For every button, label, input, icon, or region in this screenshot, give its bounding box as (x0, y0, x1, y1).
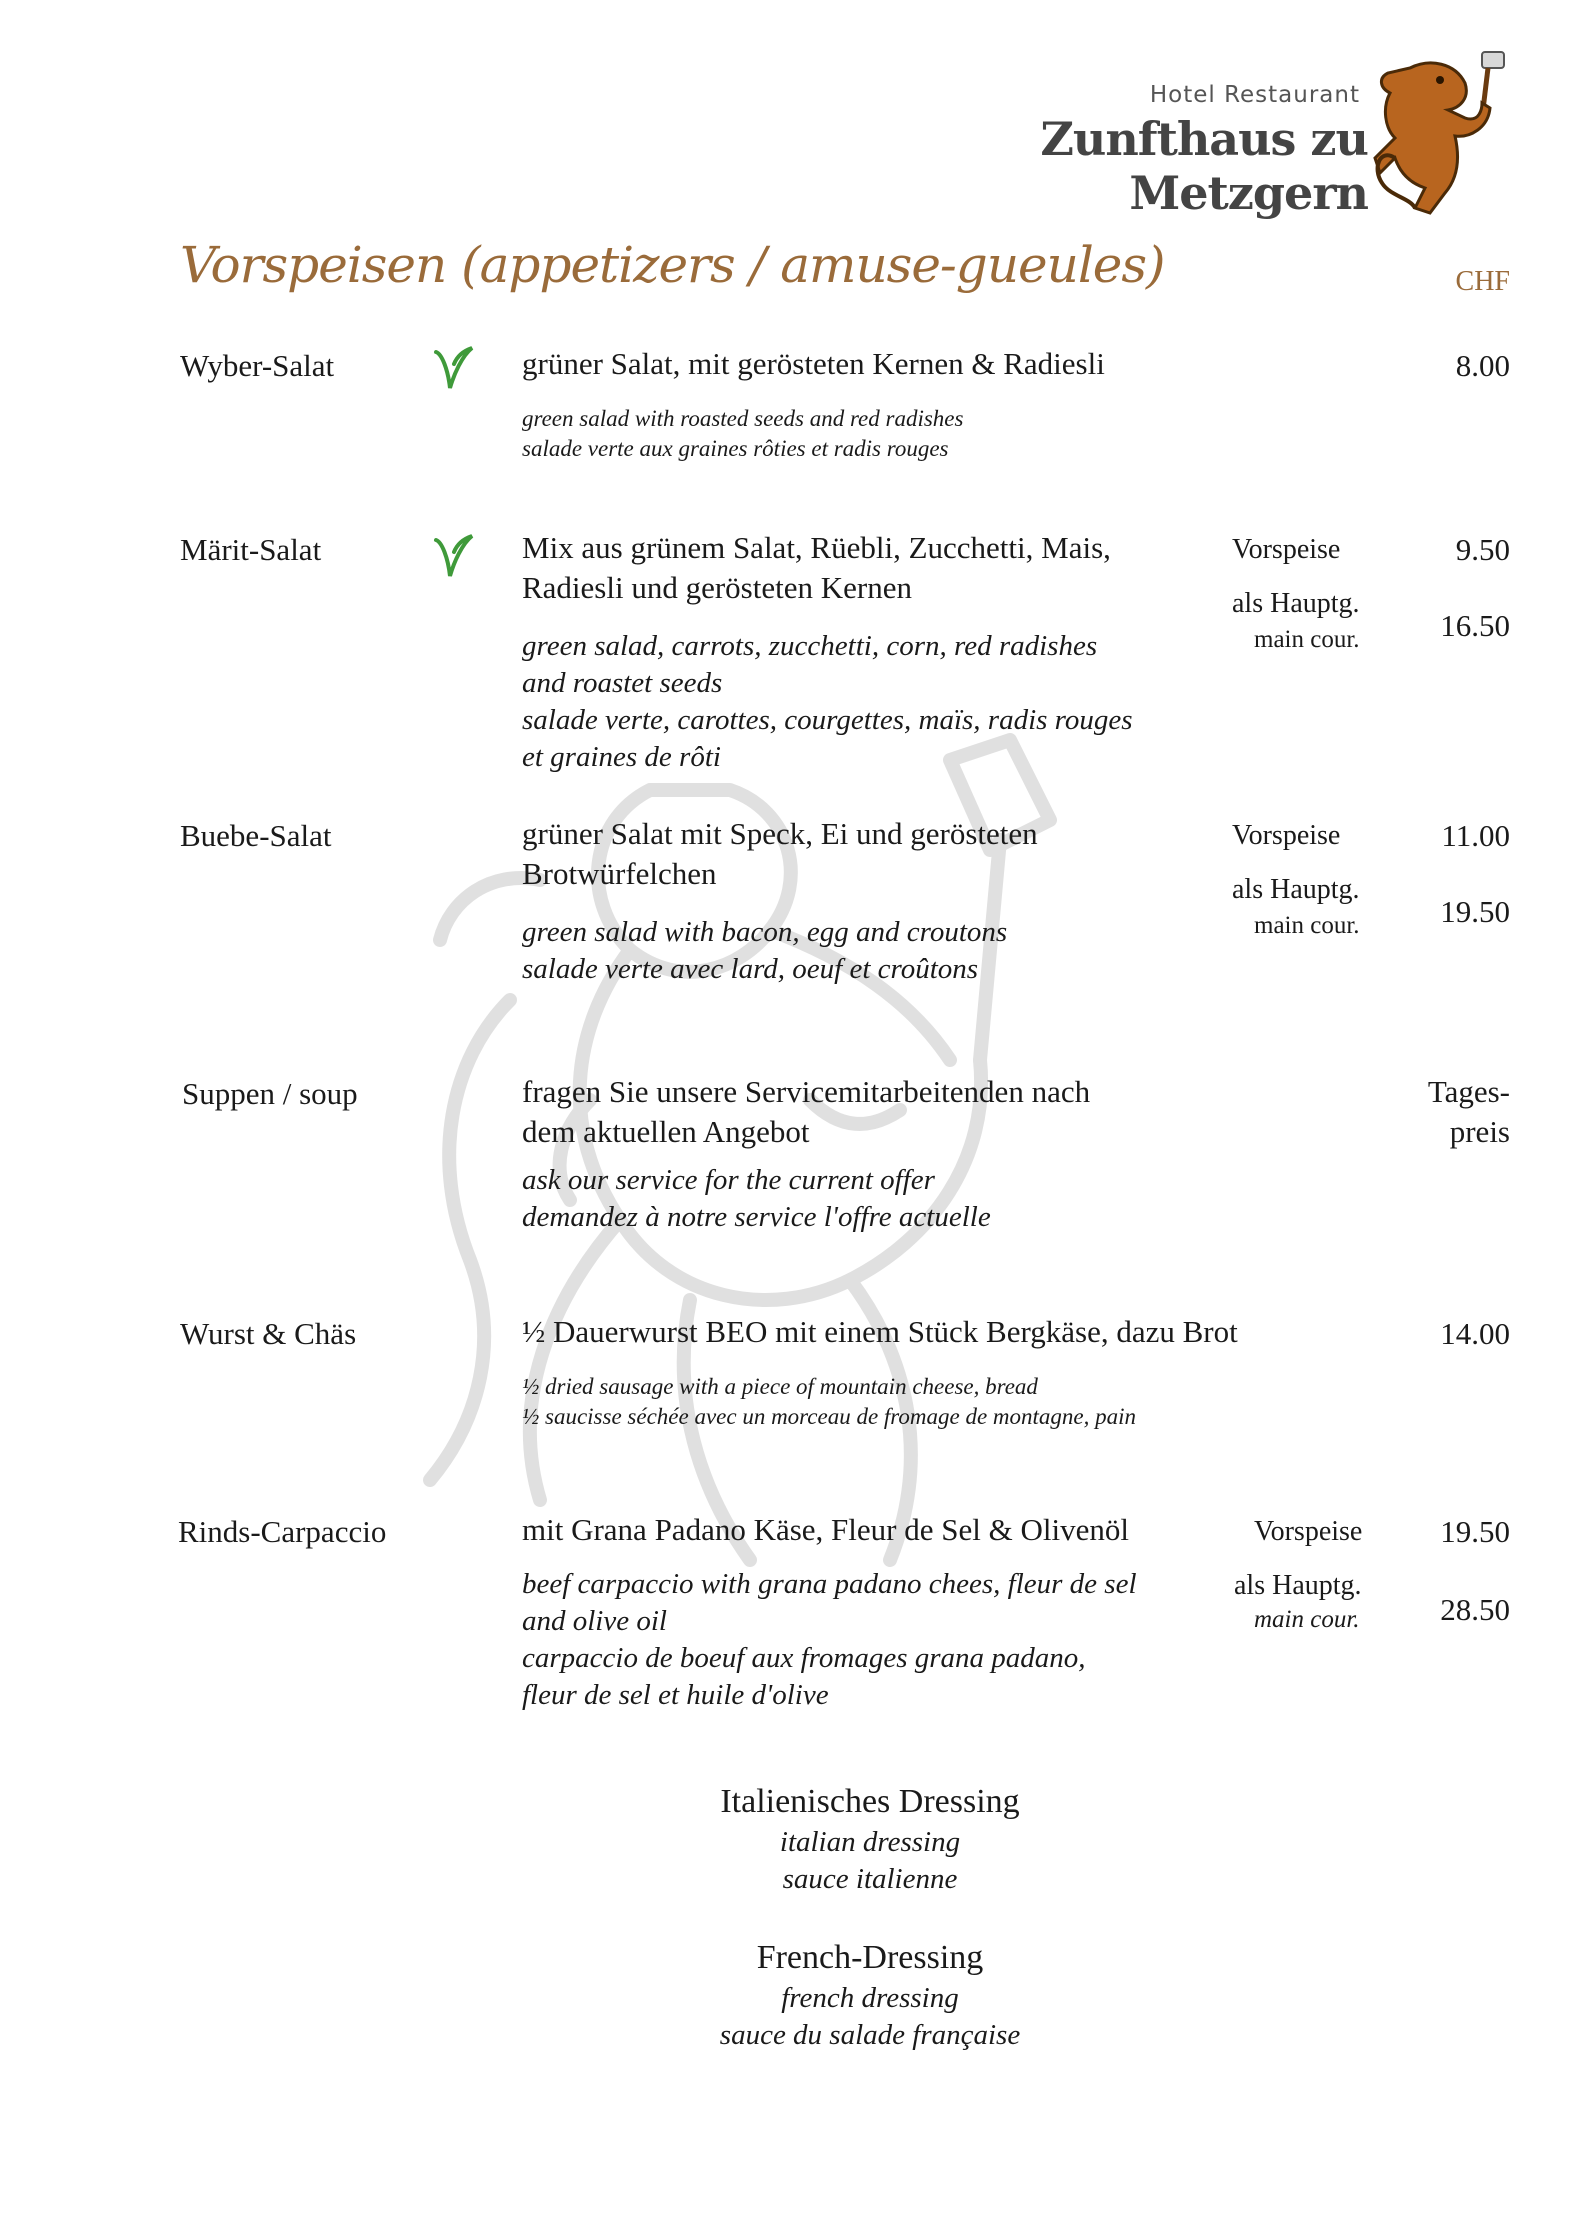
item-translation: ask our service for the current offer demandez à notre service l'offre actuelle (522, 1164, 991, 1233)
price-starter: 11.00 (1441, 818, 1510, 853)
price-main: 28.50 (1440, 1592, 1510, 1627)
item-name: Suppen / soup (182, 1076, 358, 1111)
label-starter: Vorspeise (1254, 1516, 1363, 1547)
dressing-italian (600, 1780, 1140, 1898)
dressing-fr: sauce du salade française (719, 2019, 1021, 2051)
item-translation-en: ½ dried sausage with a piece of mountain cheese, bread (522, 1374, 1038, 1399)
item-name: Rinds-Carpaccio (178, 1514, 387, 1549)
price-starter: 9.50 (1455, 532, 1510, 567)
item-description: ½ Dauerwurst BEO mit einem Stück Bergkäse, dazu Brot (522, 1314, 1238, 1349)
item-price: 8.00 (1455, 348, 1510, 383)
item-price: Tages- preis (1427, 1074, 1510, 1149)
rampant-lion-with-axe-icon (1370, 48, 1520, 218)
leaf-v-icon (432, 344, 476, 394)
label-starter: Vorspeise (1232, 820, 1341, 851)
label-main-sub: main cour. (1254, 912, 1360, 939)
leaf-v-icon (432, 532, 476, 582)
dressing-title: French-Dressing (756, 1939, 984, 1976)
price-main: 16.50 (1440, 608, 1510, 643)
label-main: als Hauptg. (1232, 874, 1360, 905)
dressing-french (600, 1936, 1140, 2054)
section-title: Vorspeisen (appetizers / amuse-gueules) (180, 236, 1165, 294)
item-name: Wyber-Salat (180, 348, 335, 383)
item-name: Märit-Salat (180, 532, 322, 567)
item-name: Buebe-Salat (180, 818, 332, 853)
dressing-en: italian dressing (779, 1826, 961, 1858)
item-description: Mix aus grünem Salat, Rüebli, Zucchetti, Mais, Radiesli und gerösteten Kernen (522, 530, 1111, 605)
item-description: grüner Salat mit Speck, Ei und gerösteten Brotwürfelchen (522, 816, 1038, 891)
dressing-title: Italienisches Dressing (720, 1783, 1020, 1820)
currency-label: CHF (1455, 266, 1510, 297)
item-translation: green salad, carrots, zucchetti, corn, red radishes and roastet seeds salade verte, carottes, courgettes, maïs, radis rouges et graines de rôti (522, 630, 1133, 773)
item-translation-en: green salad with roasted seeds and red radishes (522, 406, 964, 431)
label-main-sub: main cour. (1254, 1606, 1360, 1633)
item-translation-fr: ½ saucisse séchée avec un morceau de fromage de montagne, pain (522, 1404, 1137, 1429)
item-translation: beef carpaccio with grana padano chees, fleur de sel and olive oil carpaccio de boeuf aux fromages grana padano, fleur de sel et huile d'olive (522, 1568, 1137, 1711)
logo-name: Zunfthaus zu Metzgern (1040, 112, 1368, 220)
label-main-sub: main cour. (1254, 626, 1360, 653)
item-price: 14.00 (1440, 1316, 1510, 1351)
item-description: mit Grana Padano Käse, Fleur de Sel & Olivenöl (522, 1512, 1129, 1547)
item-translation-fr: salade verte aux graines rôties et radis rouges (522, 436, 949, 461)
item-translation: green salad with bacon, egg and croutons salade verte avec lard, oeuf et croûtons (522, 916, 1008, 985)
price-main: 19.50 (1440, 894, 1510, 929)
item-name: Wurst & Chäs (180, 1316, 357, 1351)
dressing-fr: sauce italienne (782, 1863, 958, 1895)
dressing-en: french dressing (781, 1982, 959, 2014)
label-main: als Hauptg. (1234, 1570, 1362, 1601)
item-description: fragen Sie unsere Servicemitarbeitenden nach dem aktuellen Angebot (522, 1074, 1091, 1149)
logo-subtitle: Hotel Restaurant (1149, 82, 1360, 108)
item-description: grüner Salat, mit gerösteten Kernen & Radiesli (522, 346, 1105, 381)
label-main: als Hauptg. (1232, 588, 1360, 619)
label-starter: Vorspeise (1232, 534, 1341, 565)
price-starter: 19.50 (1440, 1514, 1510, 1549)
